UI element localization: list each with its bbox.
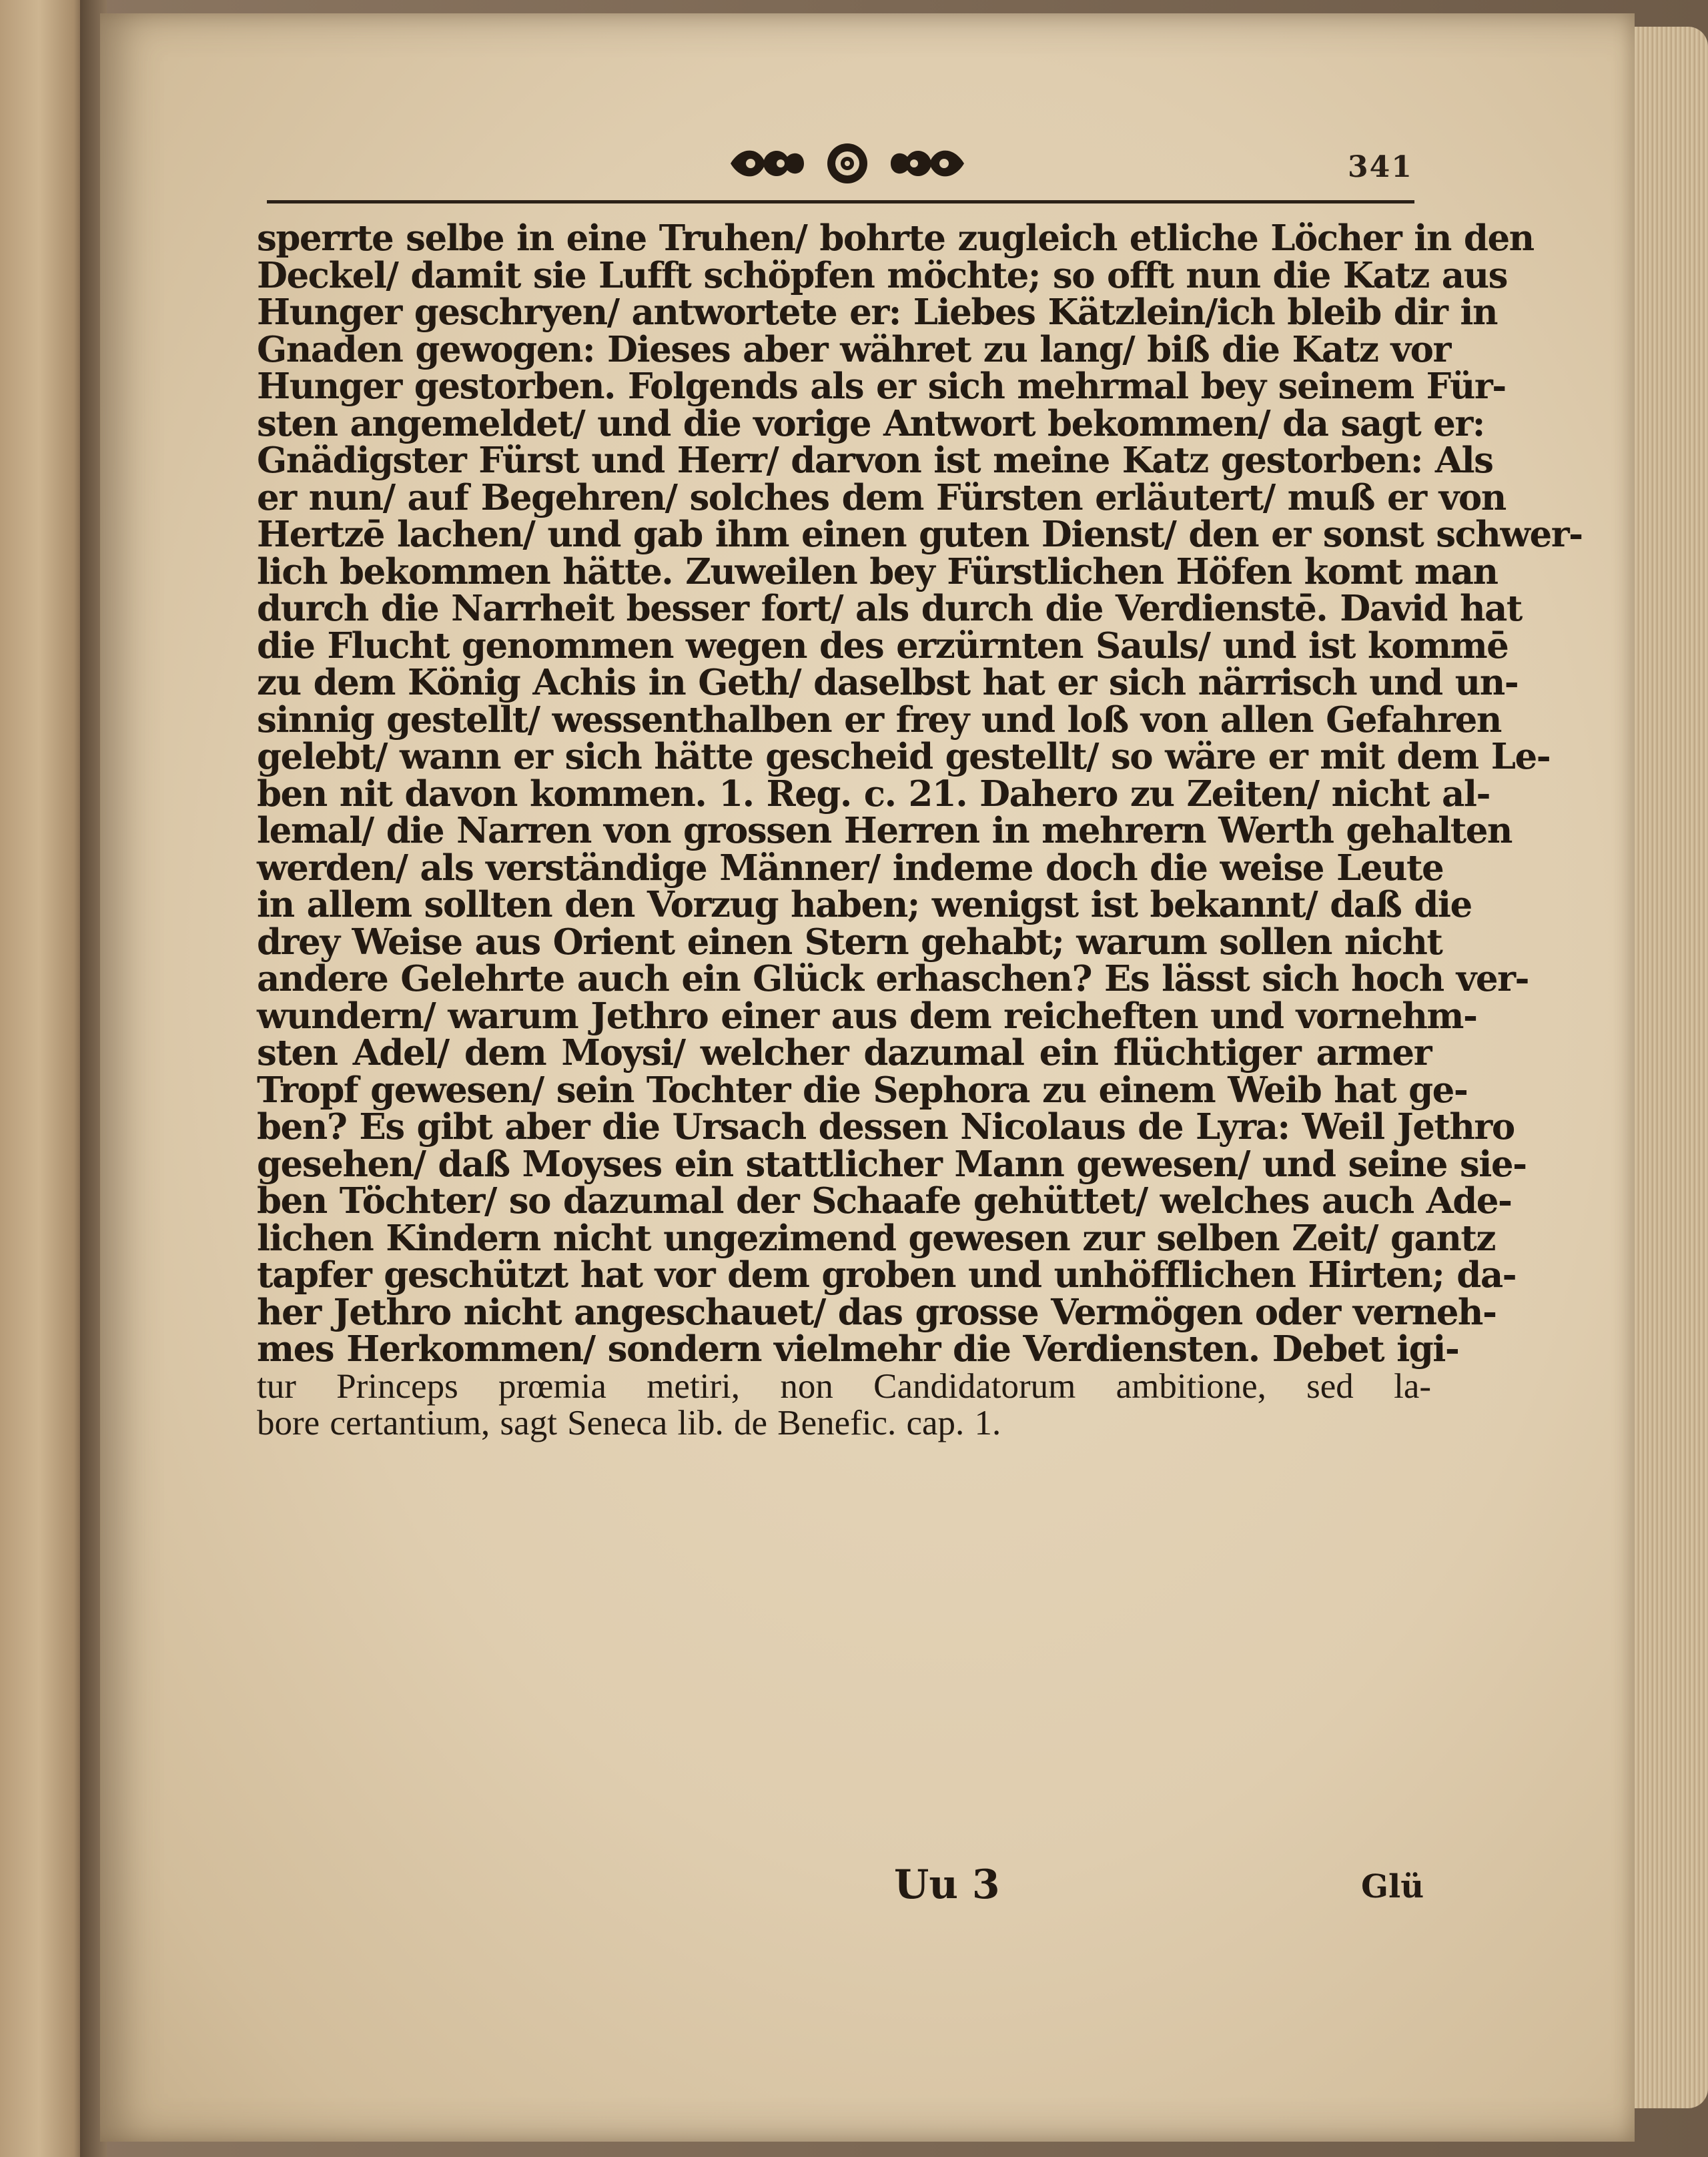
text-line: mes Herkommen/ sondern vielmehr die Verdiensten. Debet igi- <box>257 1328 1459 1370</box>
text-line: wundern/ warum Jethro einer aus dem reicheften und vornehm- <box>257 995 1477 1037</box>
body-text <box>257 218 1583 1442</box>
text-line: Hertzē lachen/ und gab ihm einen guten Dienst/ den er sonst schwer- <box>257 514 1583 555</box>
header-ornament <box>727 140 967 187</box>
latin-text-line: tur Princeps prœmia metiri, non Candidatorum ambitione, sed la- <box>257 1366 1431 1406</box>
text-line: zu dem König Achis in Geth/ daselbst hat er sich närrisch und un- <box>257 662 1519 703</box>
text-line: ben? Es gibt aber die Ursach dessen Nicolaus de Lyra: Weil Jethro <box>257 1106 1515 1148</box>
catchword: Glü <box>1361 1868 1424 1905</box>
text-line: sinnig gestellt/ wessenthalben er frey und loß von allen Gefahren <box>257 699 1501 741</box>
text-line: durch die Narrheit besser fort/ als durch die Verdienstē. David hat <box>257 588 1522 629</box>
text-line: werden/ als verständige Männer/ indeme doch die weise Leute <box>257 847 1444 889</box>
text-line: andere Gelehrte auch ein Glück erhaschen? Es lässt sich hoch ver- <box>257 958 1529 999</box>
text-line: die Flucht genommen wegen des erzürnten Sauls/ und ist kommē <box>257 624 1509 667</box>
text-line: Hunger gestorben. Folgends als er sich mehrmal bey seinem Für- <box>257 366 1506 407</box>
text-line: gelebt/ wann er sich hätte gescheid gestellt/ so wäre er mit dem Le- <box>257 736 1551 777</box>
text-line: Tropf gewesen/ sein Tochter die Sephora zu einem Weib hat ge- <box>257 1069 1468 1111</box>
text-line: drey Weise aus Orient einen Stern gehabt; warum sollen nicht <box>257 921 1442 963</box>
text-line: Gnädigster Fürst und Herr/ darvon ist meine Katz gestorben: Als <box>257 440 1493 481</box>
page-number: 341 <box>1348 150 1413 184</box>
rosette-icon <box>824 140 871 187</box>
fleuron-left-icon <box>727 143 807 183</box>
text-line: in allem sollten den Vorzug haben; wenigst ist bekannt/ daß die <box>257 884 1472 925</box>
text-line: lich bekommen hätte. Zuweilen bey Fürstlichen Höfen komt man <box>257 550 1498 592</box>
text-line: Deckel/ damit sie Lufft schöpfen möchte; so offt nun die Katz aus <box>257 254 1507 296</box>
text-line: ben nit davon kommen. 1. Reg. c. 21. Dahero zu Zeiten/ nicht al- <box>257 773 1490 815</box>
facing-page-edge <box>0 0 87 2157</box>
text-line: Gnaden gewogen: Dieses aber währet zu lang/ biß die Katz vor <box>257 328 1450 370</box>
text-line: Hunger geschryen/ antwortete er: Liebes Kätzlein/ich bleib dir in <box>257 292 1498 333</box>
header-rule <box>267 200 1414 203</box>
latin-text-line: bore certantium, sagt Seneca lib. de Benefic. cap. 1. <box>257 1404 1001 1442</box>
text-line: lemal/ die Narren von grossen Herren in mehrern Werth gehalten <box>257 810 1512 851</box>
text-line: sten angemeldet/ und die vorige Antwort bekommen/ da sagt er: <box>257 402 1484 444</box>
signature-mark: Uu 3 <box>894 1861 1000 1908</box>
text-line: sten Adel/ dem Moysi/ welcher dazumal ein flüchtiger armer <box>257 1032 1431 1073</box>
text-line: ben Töchter/ so dazumal der Schaafe gehüttet/ welches auch Ade- <box>257 1180 1512 1222</box>
text-line: sperrte selbe in eine Truhen/ bohrte zugleich etliche Löcher in den <box>257 218 1534 259</box>
text-line: her Jethro nicht angeschauet/ das grosse Vermögen oder verneh- <box>257 1291 1497 1333</box>
fleuron-right-icon <box>887 143 967 183</box>
text-line: tapfer geschützt hat vor dem groben und unhöfflichen Hirten; da- <box>257 1254 1517 1296</box>
text-line: lichen Kindern nicht ungezimend gewesen zur selben Zeit/ gantz <box>257 1217 1495 1259</box>
text-line: er nun/ auf Begehren/ solches dem Fürsten erläutert/ muß er von <box>257 476 1506 518</box>
text-line: gesehen/ daß Moyses ein stattlicher Mann gewesen/ und seine sie- <box>257 1143 1527 1185</box>
